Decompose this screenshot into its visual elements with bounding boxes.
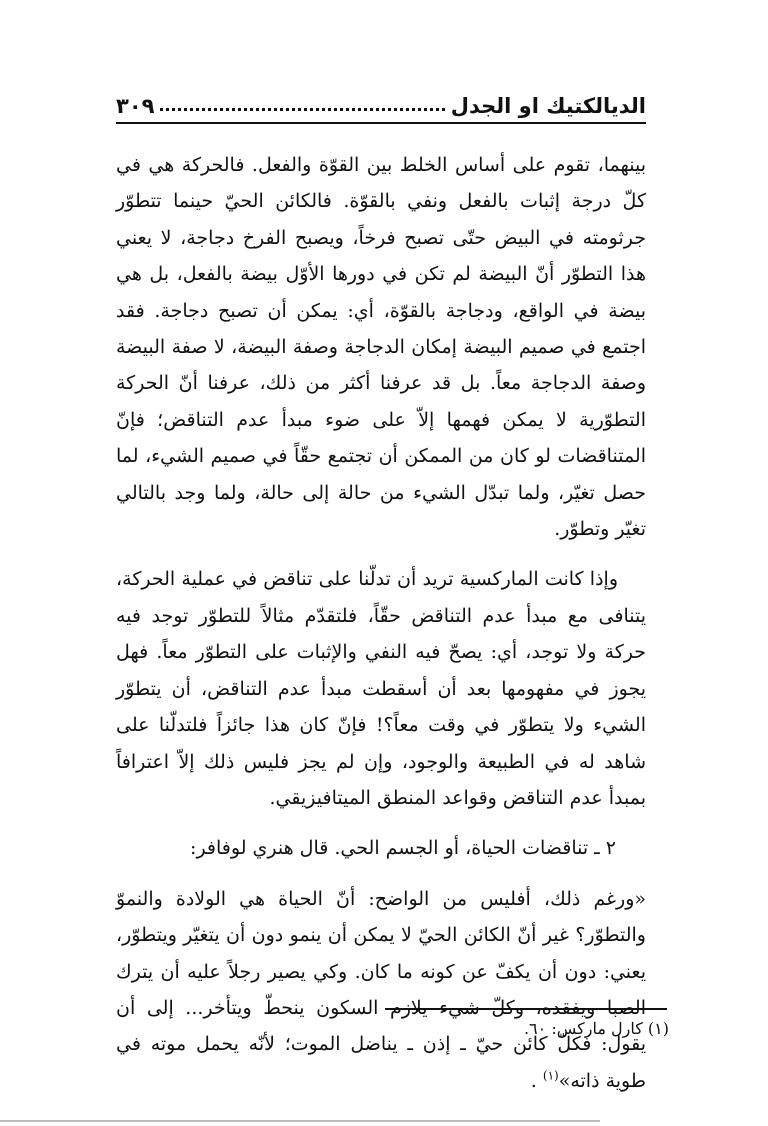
header-rule — [116, 122, 646, 124]
quotation-paragraph: «ورغم ذلك، أفليس من الواضح: أنّ الحياة هي الولادة والنموّ والتطوّر؟ غير أنّ الكائن الحيّ لا يمكن أن ينمو دون أن يتغيّر ويتطوّر، يعني: دون أن يكفّ عن كونه ما كان. وكي يصير رجلاً عليه أن يترك الصبا ويفقده، وكلّ شيء يلازم السكون ينحطّ ويتأخر... إلى أن يقول: فكلّ كائن حيّ ـ إذن ـ يناضل الموت؛ لأنّه يحمل موته في طوية ذاته»$^{(١)}$ . — [116, 887, 646, 1092]
leader-dots — [160, 108, 444, 111]
chapter-title: الديالكتيك او الجدل — [450, 94, 646, 118]
body-text — [116, 147, 646, 1099]
section-heading: ٢ ـ تناقضات الحياة، أو الجسم الحي. قال هنري لوفافر: — [190, 837, 616, 860]
running-header — [116, 88, 646, 118]
footnote: (١) كارل ماركس: ٦٠. — [523, 1019, 669, 1038]
paragraph-2: وإذا كانت الماركسية تريد أن تدلّنا على تناقض في عملية الحركة، يتنافى مع مبدأ عدم التناقض حقّاً، فلتقدّم مثالاً للتطوّر توجد فيه حركة ولا توجد، أي: يصحّ فيه النفي والإثبات على التطوّر معاً. فهل يجوز في مفهومها بعد أن أسقطت مبدأ عدم التناقض، أن يتطوّر الشيء ولا يتطوّر في وقت معاً؟! فإنّ كان هذا جائزاً فلتدلّنا على شاهد له في الطبيعة والوجود، وإن لم يجز فليس ذلك إلاّ اعترافاً بمبدأ عدم التناقض وقواعد المنطق الميتافيزيقي. — [116, 568, 646, 809]
footnote-reference[interactable]: (١) — [542, 1068, 559, 1083]
quotation-text: «ورغم ذلك، أفليس من الواضح: أنّ الحياة هي الولادة والنموّ والتطوّر؟ غير أنّ الكائن الحيّ لا يمكن أن ينمو دون أن يتغيّر ويتطوّر، يعني: دون أن يكفّ عن كونه ما كان. وكي يصير رجلاً عليه أن يترك الصبا ويفقده، وكلّ شيء يلازم السكون ينحطّ ويتأخر... إلى أن يقول: فكلّ كائن حيّ ـ إذن ـ يناضل الموت؛ لأنّه يحمل موته في طوية ذاته» — [116, 887, 646, 1092]
page-number: ٣٠٩ — [116, 94, 155, 118]
footnote-rule — [385, 1008, 667, 1010]
paragraph-1: بينهما، تقوم على أساس الخلط بين القوّة والفعل. فالحركة هي في كلّ درجة إثبات بالفعل ونفي بالقوّة. فالكائن الحيّ حينما تتطوّر جرثومته في البيض حتّى تصبح فرخاً، ويصبح الفرخ دجاجة، لا يعني هذا التطوّر أنّ البيضة لم تكن في دورها الأوّل بيضة بالفعل، بل هي بيضة في الواقع، ودجاجة بالقوّة، أي: يمكن أن تصبح دجاجة. فقد اجتمع في صميم البيضة إمكان الدجاجة وصفة البيضة، لا صفة البيضة وصفة الدجاجة معاً. بل قد عرفنا أكثر من ذلك، عرفنا أنّ الحركة التطوّرية لا يمكن فهمها إلاّ على ضوء مبدأ عدم التناقض؛ فإنّ المتناقضات لو كان من الممكن أن تجتمع حقّاً في صميم الشيء، لما حصل تغيّر، ولما تبدّل الشيء من حالة إلى حالة، ولما وجد بالتالي تغيّر وتطوّر. — [116, 154, 646, 541]
scan-edge-line — [0, 1120, 600, 1122]
